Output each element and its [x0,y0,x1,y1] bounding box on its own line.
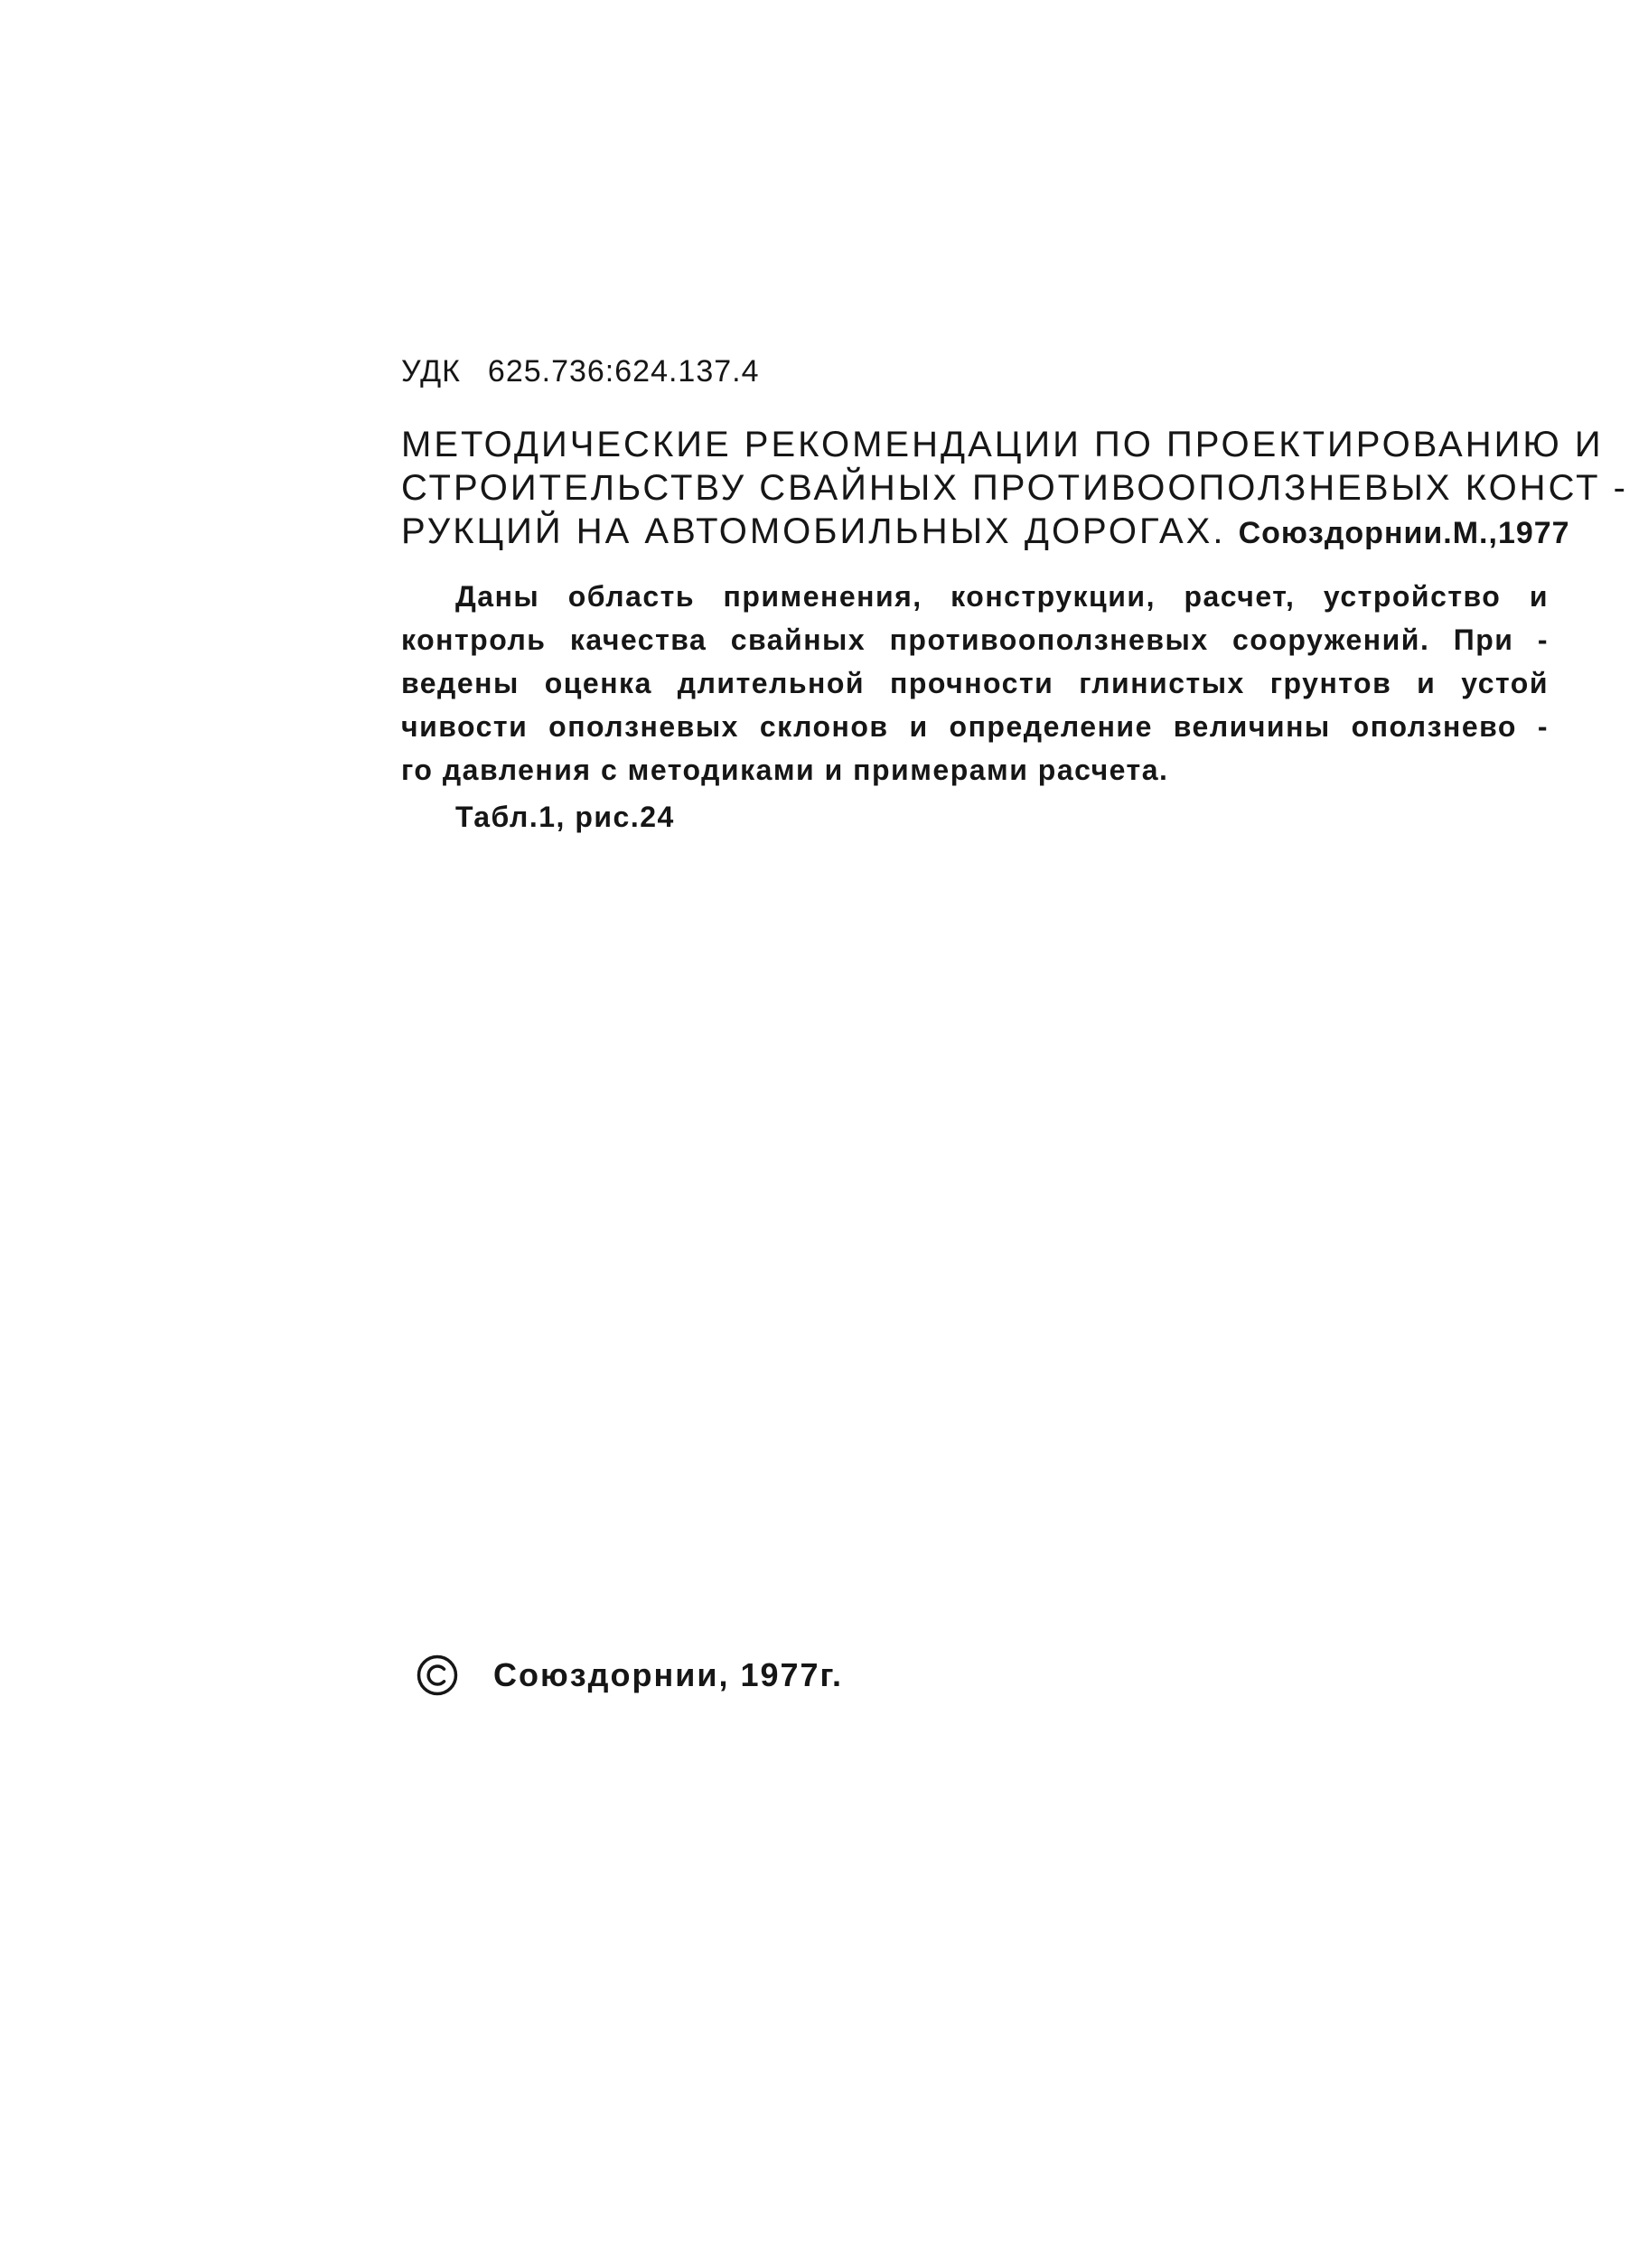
copyright-icon [416,1654,459,1697]
title-line [401,510,1570,555]
title-line-text: РУКЦИЙ НА АВТОМОБИЛЬНЫХ ДОРОГАХ. [401,511,1226,551]
udk-line [401,354,760,389]
publisher-info: Союздорнии.М.,1977 [1238,516,1570,550]
udk-label: УДК [401,354,461,389]
udk-code: 625.736:624.137.4 [487,354,760,389]
abstract-line: чивости оползневых склонов и определение величины оползнево - [401,710,1549,743]
copyright-text: Союздорнии, 1977г. [493,1656,843,1693]
title-line: СТРОИТЕЛЬСТВУ СВАЙНЫХ ПРОТИВООПОЛЗНЕВЫХ КОНСТ - [401,468,1628,508]
abstract-line: Даны область применения, конструкции, расчет, устройство и [455,580,1549,613]
abstract [401,575,1549,839]
copyright-notice [416,1654,843,1697]
tables-figures-count: Табл.1, рис.24 [455,801,675,833]
document-title [401,423,1628,555]
abstract-line: го давления с методиками и примерами расчета. [401,754,1169,786]
title-line: МЕТОДИЧЕСКИЕ РЕКОМЕНДАЦИИ ПО ПРОЕКТИРОВАНИЮ И [401,425,1604,464]
abstract-line: контроль качества свайных противооползневых сооружений. При - [401,623,1549,656]
abstract-line: ведены оценка длительной прочности глинистых грунтов и устой [401,667,1549,699]
